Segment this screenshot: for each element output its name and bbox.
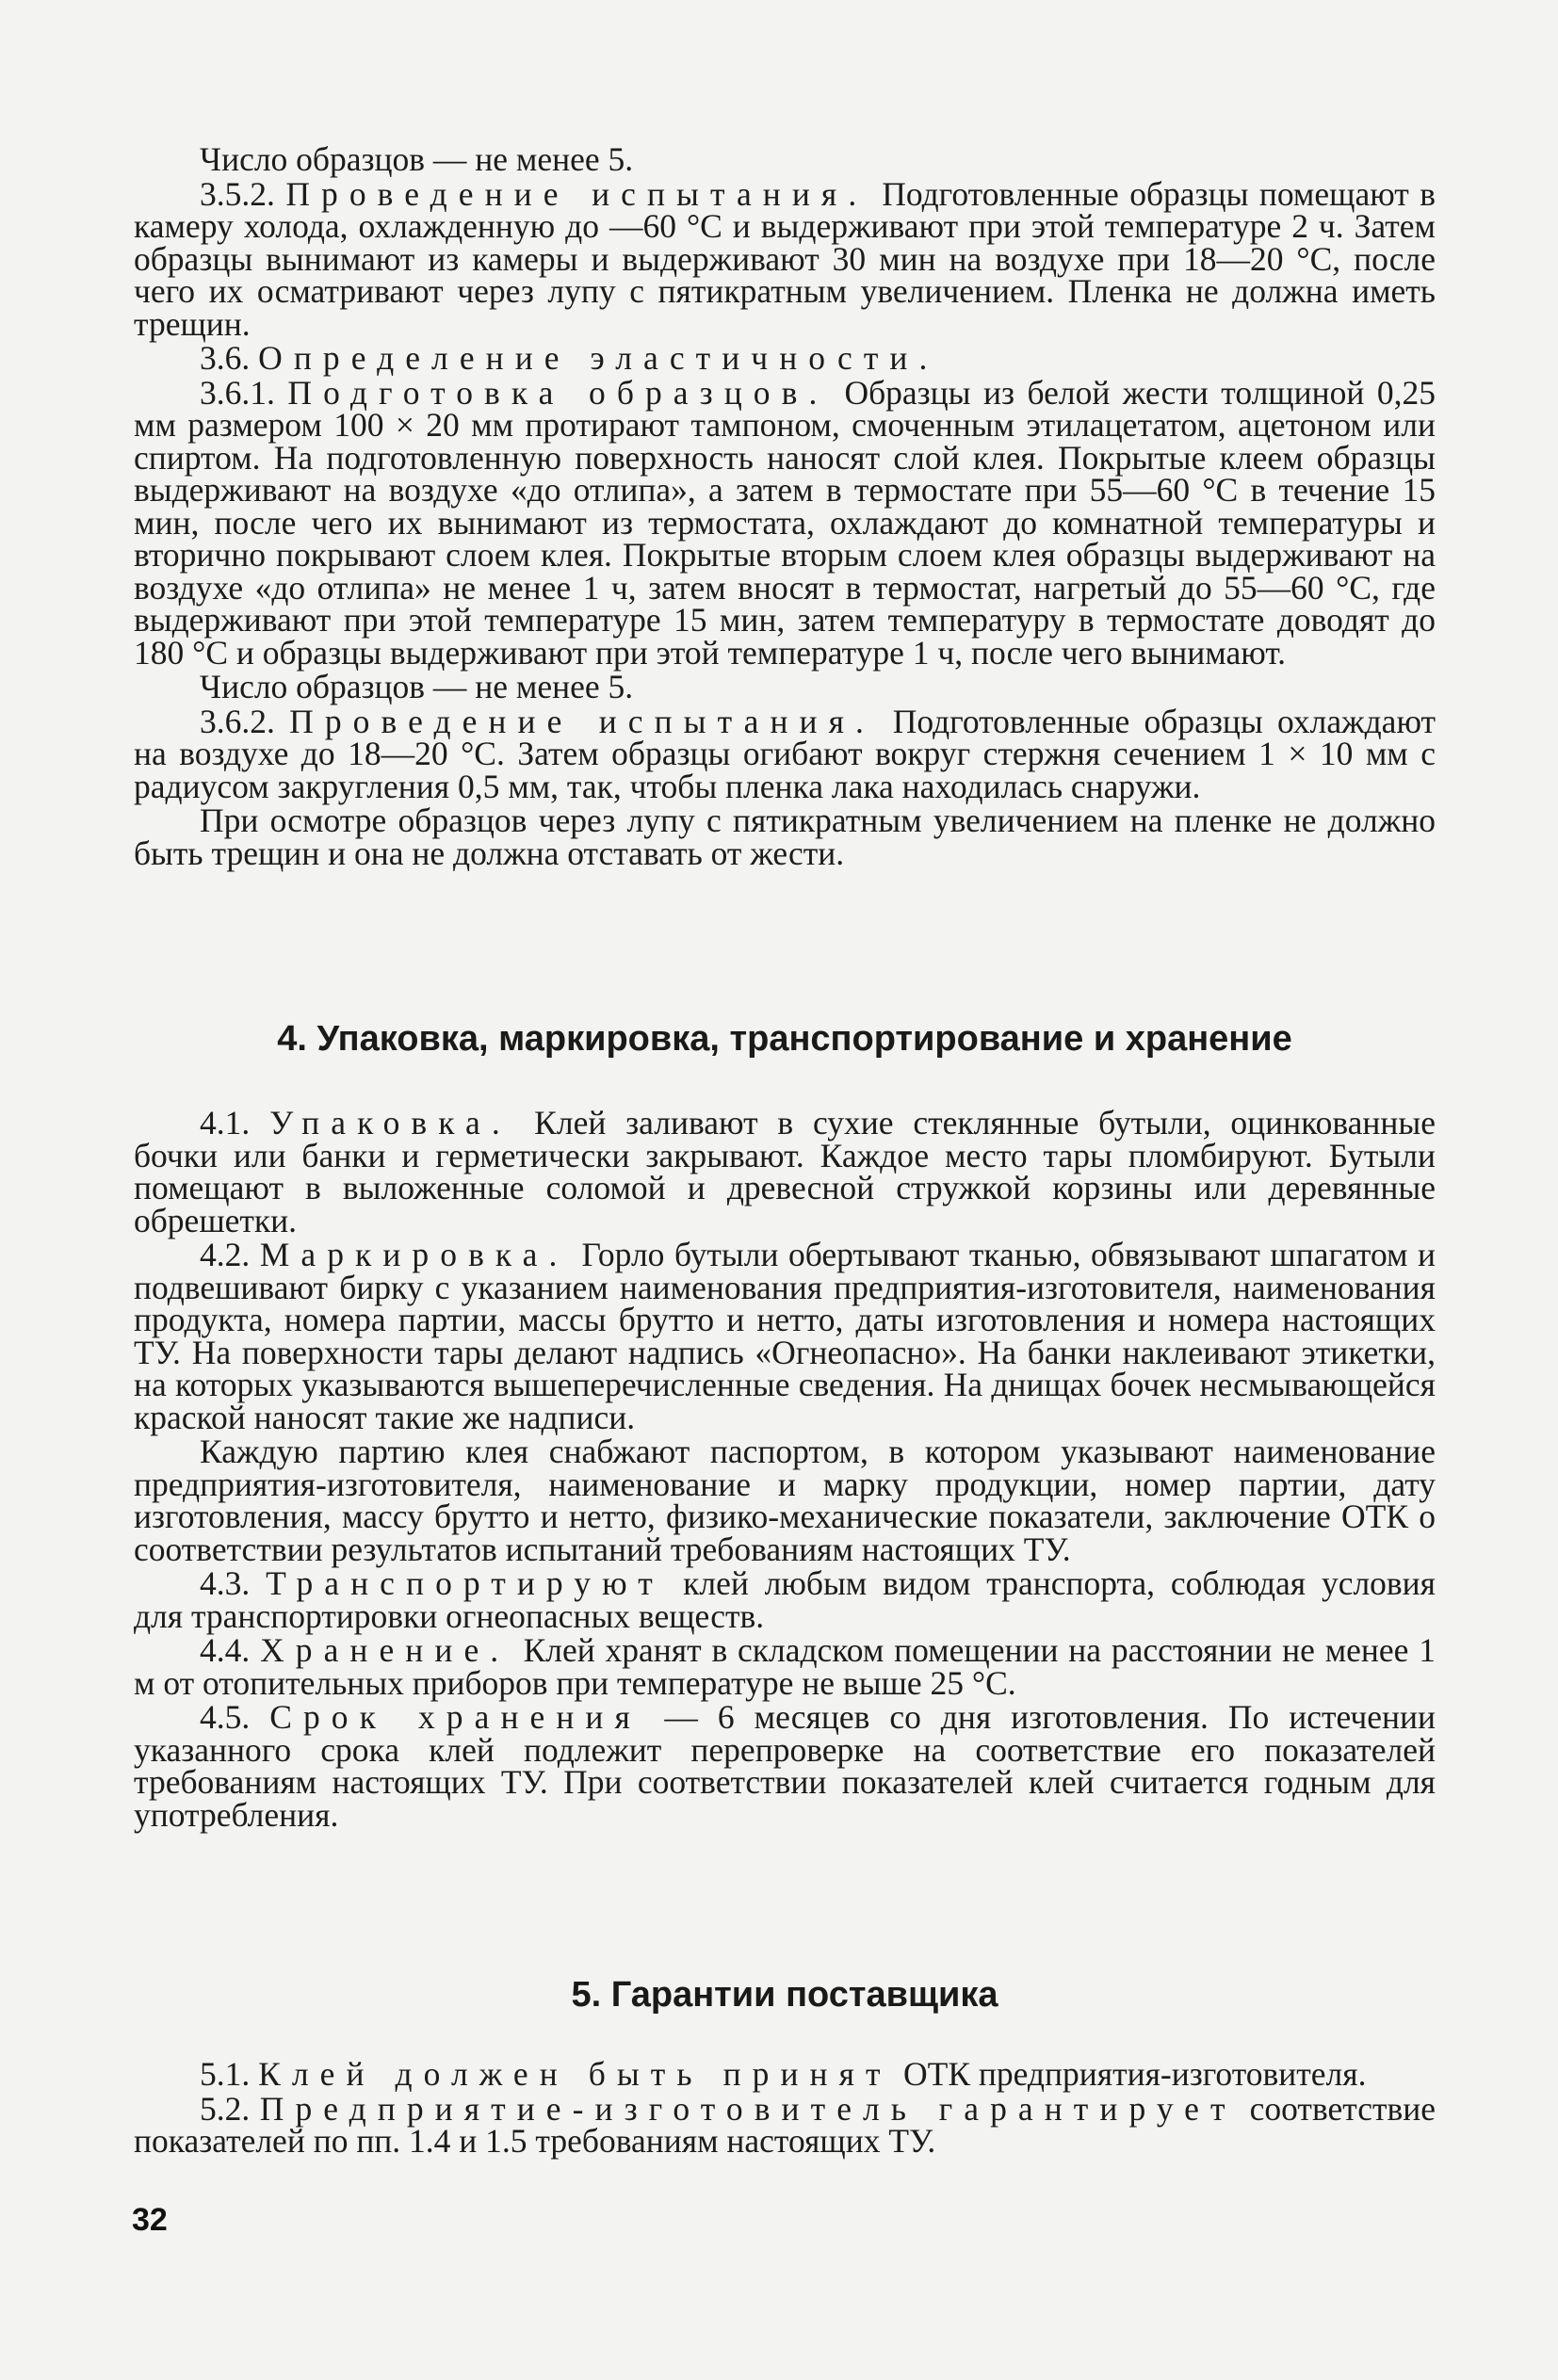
clause-title: Определение эластичности. [258,339,939,377]
section-3-text [134,140,1436,872]
clause-title: Упаковка. [269,1104,511,1141]
clause-number: 3.6. [200,339,251,377]
clause-text: Клей хранят в складском помещении на расстоянии не менее 1 м от отопительных приборов при температуре не выше 25 °С. [134,1631,1436,1702]
paragraph: Число образцов — не менее 5. [200,668,634,705]
paragraph-4-4 [134,1631,1436,1702]
paragraph-4-1 [134,1104,1436,1239]
section-5-heading: 5. Гарантии поставщика [571,1975,998,2015]
clause-text: соответствие показателей по пп. 1.4 и 1.5 требованиям настоящих ТУ. [134,2089,1436,2160]
clause-number: 4.4. [200,1631,251,1669]
paragraph-5-1 [134,2055,1436,2093]
clause-text: Клей заливают в сухие стеклянные бутыли, оцинкованные бочки или банки и герметически закрывают. Каждое место тары пломбируют. Бутыли помещают в выложенные соломой и древесной стружкой корзины или деревянные обрешетки. [134,1104,1436,1239]
clause-title: Хранение. [260,1631,511,1669]
paragraph-3-5-2 [134,174,1436,343]
clause-title: Предприятие-изготовитель гарантирует [259,2089,1237,2128]
clause-number: 4.2. [200,1236,251,1273]
paragraph: Число образцов — не менее 5. [200,140,634,178]
clause-number: 3.6.1. [200,373,275,412]
clause-title: Маркировка. [259,1236,569,1273]
paragraph-3-6 [134,339,1436,377]
clause-number: 5.1. [200,2055,251,2093]
paragraph-5-2 [134,2089,1436,2160]
clause-number: 3.6.2. [200,702,275,740]
section-4-heading: 4. Упаковка, маркировка, транспортирование и хранение [277,1019,1292,1059]
clause-text: Подготовленные образцы помещают в камеру холода, охлажденную до —60 °С и выдерживают при этой температуре 2 ч. Затем образцы вынимают из камеры и выдерживают 30 мин на воздухе при 18—20 °С, после чего их осматривают через лупу с пятикратным увеличением. Пленка не должна иметь трещин. [134,174,1436,343]
clause-title: Подготовка образцов. [287,373,829,412]
page-number: 32 [132,2202,168,2238]
clause-title: Срок хранения [269,1698,641,1736]
section-4-text [134,1104,1436,1834]
clause-text: Горло бутыли обертывают тканью, обвязывают шпагатом и подвешивают бирку с указанием наименования предприятия-изготовителя, наименования продукта, номера партии, массы брутто и нетто, даты изготовления и номера настоящих ТУ. На поверхности тары делают надпись «Огнеопасно». На банки наклеивают этикетки, на которых указываются вышеперечисленные сведения. На днищах бочек несмывающейся краской наносят такие же надписи. [134,1236,1436,1436]
paragraph-4-5 [134,1698,1436,1834]
paragraph-4-3 [134,1564,1436,1635]
clause-number: 4.3. [200,1564,251,1602]
paragraph-4-2 [134,1236,1436,1436]
clause-number: 4.1. [200,1104,251,1141]
clause-text: клей любым видом транспорта, соблюдая условия для транспортировки огнеопасных веществ. [134,1564,1436,1635]
clause-text: Образцы из белой жести толщиной 0,25 мм размером 100 × 20 мм протирают тампоном, смоченным этилацетатом, ацетоном или спиртом. На подготовленную поверхность наносят слой клея. Покрытые клеем образцы выдерживают на воздухе «до отлипа», а затем в термостате при 55—60 °С в течение 15 мин, после чего их вынимают из термостата, охлаждают до комнатной температуры и вторично покрывают слоем клея. Покрытые вторым слоем клея образцы выдерживают на воздухе «до отлипа» не менее 1 ч, затем вносят в термостат, нагретый до 55—60 °С, где выдерживают при этой температуре 15 мин, затем температуру в термостате доводят до 180 °С и образцы выдерживают при этой температуре 1 ч, после чего вынимают. [134,373,1436,672]
section-5-text [134,2055,1436,2160]
paragraph-3-6-2 [134,702,1436,805]
clause-number: 3.5.2. [200,174,275,213]
clause-title: Транспортируют [266,1564,664,1602]
paragraph: При осмотре образцов через лупу с пятикратным увеличением на пленке не должно быть трещин и она не должна отставать от жести. [134,801,1436,872]
clause-text: ОТК предприятия-изготовителя. [895,2055,1367,2093]
clause-title: Проведение испытания. [289,702,875,740]
paragraph: Каждую партию клея снабжают паспортом, в котором указывают наименование предприятия-изготовителя, наименование и марку продукции, номер партии, дату изготовления, массу брутто и нетто, физико-механические показатели, заключение ОТК о соответствии результатов испытаний требованиям настоящих ТУ. [134,1433,1436,1568]
clause-text: Подготовленные образцы охлаждают на воздухе до 18—20 °С. Затем образцы огибают вокруг стержня сечением 1 × 10 мм с радиусом закругления 0,5 мм, так, чтобы пленка лака находилась снаружи. [134,702,1436,805]
clause-number: 4.5. [200,1698,251,1736]
clause-text: — 6 месяцев со дня изготовления. По истечении указанного срока клей подлежит перепроверке на соответствие его показателей требованиям настоящих ТУ. При соответствии показателей клей считается годным для употребления. [134,1698,1436,1834]
clause-title: Клей должен быть принят [258,2055,892,2093]
paragraph-3-6-1 [134,373,1436,672]
clause-title: Проведение испытания. [285,174,868,213]
clause-number: 5.2. [200,2089,251,2128]
